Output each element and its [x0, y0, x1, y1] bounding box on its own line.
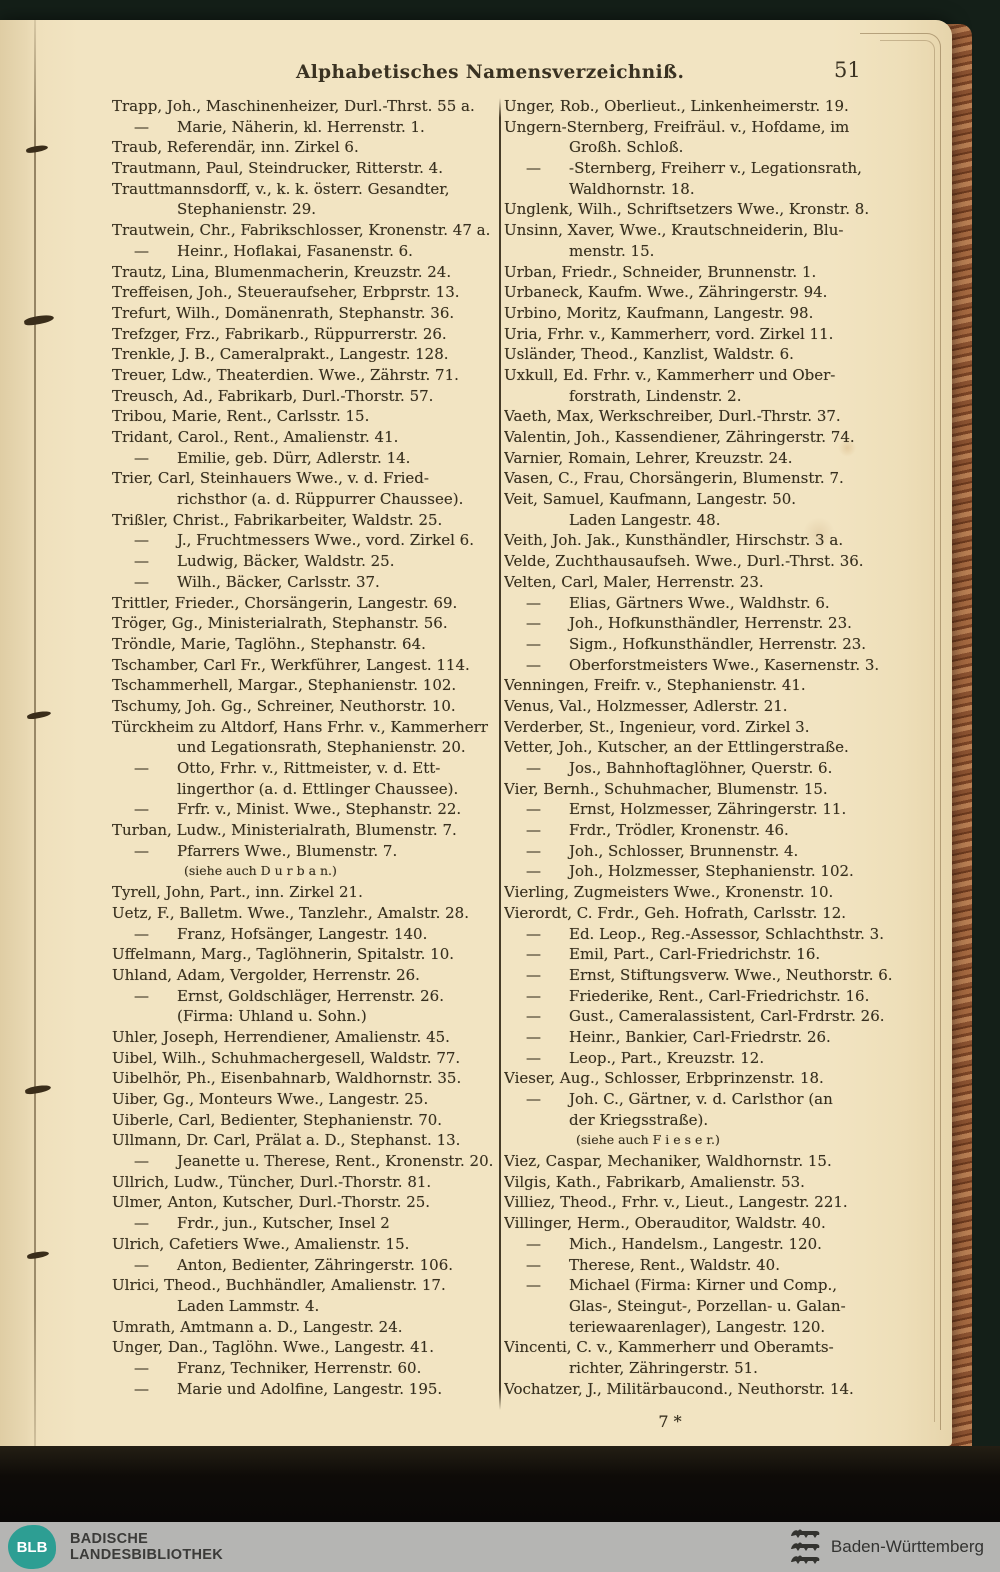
directory-line-text: Joh., Holzmesser, Stephanienstr. 102. [569, 862, 854, 881]
directory-line: Velde, Zuchthausaufseh. Wwe., Durl.-Thrst. 36. [504, 552, 864, 571]
directory-line: Vierling, Zugmeisters Wwe., Kronenstr. 10. [504, 883, 834, 902]
directory-line: Villiez, Theod., Frhr. v., Lieut., Langestr. 221. [504, 1193, 848, 1212]
directory-line-text: Heinr., Hoflakai, Fasanenstr. 6. [177, 241, 413, 260]
same-surname-dash: — [134, 448, 149, 467]
directory-line-text: Frdr., Trödler, Kronenstr. 46. [569, 821, 789, 840]
directory-line: menstr. 15. [569, 241, 655, 260]
column-divider-rule [499, 98, 501, 1410]
directory-line: Tschumy, Joh. Gg., Schreiner, Neuthorstr. 10. [112, 696, 456, 715]
directory-line [504, 841, 896, 862]
same-surname-dash: — [526, 159, 541, 178]
directory-line-text: Franz, Techniker, Herrenstr. 60. [177, 1358, 422, 1377]
directory-line: Tschamber, Carl Fr., Werkführer, Langest. 114. [112, 655, 470, 674]
same-surname-dash: — [134, 117, 149, 136]
same-surname-dash: — [134, 1214, 149, 1233]
directory-line-text: Ernst, Goldschläger, Herrenstr. 26. [177, 986, 444, 1005]
directory-line: Turban, Ludw., Ministerialrath, Blumenstr. 7. [112, 821, 457, 840]
footer-right-group [789, 1528, 1000, 1566]
directory-line: der Kriegsstraße). [569, 1110, 709, 1129]
directory-line-text: Emilie, geb. Dürr, Adlerstr. 14. [177, 448, 411, 467]
binding-stitch [25, 1084, 52, 1095]
directory-line [504, 924, 896, 945]
directory-line: Tyrell, John, Part., inn. Zirkel 21. [112, 883, 363, 902]
directory-line [112, 117, 496, 138]
directory-line: Unsinn, Xaver, Wwe., Krautschneiderin, Blu- [504, 221, 844, 240]
directory-line: Valentin, Joh., Kassendiener, Zähringerstr. 74. [504, 428, 855, 446]
directory-line-text: Ed. Leop., Reg.-Assessor, Schlachthstr. 3. [569, 924, 884, 943]
directory-line: Ullmann, Dr. Carl, Prälat a. D., Stephanst. 13. [112, 1131, 461, 1150]
directory-line [112, 530, 496, 551]
binding-stitch [27, 1250, 50, 1260]
directory-line: Veit, Samuel, Kaufmann, Langestr. 50. [504, 490, 797, 509]
directory-line: Tridant, Carol., Rent., Amalienstr. 41. [112, 428, 399, 446]
directory-line [112, 448, 496, 469]
directory-line: Velten, Carl, Maler, Herrenstr. 23. [504, 572, 764, 591]
directory-line: Uiberle, Carl, Bedienter, Stephanienstr. 70. [112, 1110, 443, 1129]
baden-wuerttemberg-lions-icon [789, 1528, 821, 1566]
same-surname-dash: — [526, 614, 541, 633]
directory-line: Treusch, Ad., Fabrikarb, Durl.-Thorstr. 57. [112, 386, 434, 405]
directory-line-text: Gust., Cameralassistent, Carl-Frdrstr. 26. [569, 1007, 885, 1026]
directory-line: Verderber, St., Ingenieur, vord. Zirkel 3. [504, 717, 810, 736]
directory-line [504, 1027, 896, 1048]
directory-line-text: Friederike, Rent., Carl-Friedrichstr. 16. [569, 986, 870, 1005]
directory-line: Usländer, Theod., Kanzlist, Waldstr. 6. [504, 345, 794, 364]
directory-line [504, 861, 896, 882]
directory-line [112, 1255, 496, 1276]
directory-line: Trißler, Christ., Fabrikarbeiter, Waldstr. 25. [112, 510, 443, 529]
directory-line: Tröndle, Marie, Taglöhn., Stephanstr. 64. [112, 634, 426, 653]
directory-line: (siehe auch F i e s e r.) [576, 1132, 720, 1148]
directory-line: Trauttmannsdorff, v., k. k. österr. Gesandter, [112, 179, 450, 198]
directory-line: Tribou, Marie, Rent., Carlsstr. 15. [112, 407, 370, 426]
directory-line-text: Mich., Handelsm., Langestr. 120. [569, 1234, 822, 1253]
same-surname-dash: — [526, 800, 541, 819]
directory-line: Venus, Val., Holzmesser, Adlerstr. 21. [504, 696, 788, 715]
directory-line: Urbino, Moritz, Kaufmann, Langestr. 98. [504, 303, 814, 322]
same-surname-dash: — [134, 1358, 149, 1377]
footer-left-group [0, 1525, 223, 1569]
directory-line: Unger, Rob., Oberlieut., Linkenheimerstr. 19. [504, 97, 849, 115]
directory-line-text: Elias, Gärtners Wwe., Waldhstr. 6. [569, 593, 830, 612]
directory-line-text: Ernst, Stiftungsverw. Wwe., Neuthorstr. 6. [569, 965, 893, 984]
same-surname-dash: — [134, 1379, 149, 1398]
directory-line: Glas-, Steingut-, Porzellan- u. Galan- [569, 1296, 846, 1315]
directory-line [504, 758, 896, 779]
directory-line: Uhler, Joseph, Herrendiener, Amalienstr. 45. [112, 1027, 450, 1046]
directory-line: teriewaarenlager), Langestr. 120. [569, 1317, 826, 1336]
same-surname-dash: — [526, 759, 541, 777]
directory-line: Trapp, Joh., Maschinenheizer, Durl.-Thrst. 55 a. [112, 97, 475, 115]
directory-line-text: Jeanette u. Therese, Rent., Kronenstr. 20. [177, 1152, 494, 1171]
same-surname-dash: — [134, 1255, 149, 1274]
directory-line: Vieser, Aug., Schlosser, Erbprinzenstr. 18. [504, 1069, 824, 1088]
directory-line-text: Therese, Rent., Waldstr. 40. [569, 1255, 780, 1274]
directory-line: Vetter, Joh., Kutscher, an der Ettlingerstraße. [504, 738, 849, 757]
directory-line [112, 758, 496, 779]
directory-line: Vierordt, C. Frdr., Geh. Hofrath, Carlsstr. 12. [504, 903, 847, 922]
directory-line: Traub, Referendär, inn. Zirkel 6. [112, 138, 359, 157]
directory-line: Unger, Dan., Taglöhn. Wwe., Langestr. 41. [112, 1338, 434, 1357]
directory-line-text: -Sternberg, Freiherr v., Legationsrath, [569, 159, 862, 178]
directory-line [112, 924, 496, 945]
directory-line: Uxkull, Ed. Frhr. v., Kammerherr und Ober- [504, 365, 836, 384]
directory-line: Stephanienstr. 29. [177, 200, 317, 219]
signature-mark: 7 * [658, 1412, 682, 1432]
directory-line-text: J., Fruchtmessers Wwe., vord. Zirkel 6. [177, 531, 474, 550]
same-surname-dash: — [134, 552, 149, 571]
same-surname-dash: — [134, 924, 149, 943]
directory-line [504, 1275, 896, 1296]
directory-line: Urbaneck, Kaufm. Wwe., Zähringerstr. 94. [504, 283, 828, 302]
directory-line: Varnier, Romain, Lehrer, Kreuzstr. 24. [504, 448, 793, 467]
directory-columns [112, 96, 896, 1433]
directory-line: (siehe auch D u r b a n.) [184, 863, 337, 879]
directory-line: Uria, Frhr. v., Kammerherr, vord. Zirkel 11. [504, 324, 834, 343]
blb-logo-text: BLB [16, 1538, 48, 1556]
directory-line: Unglenk, Wilh., Schriftsetzers Wwe., Kronstr. 8. [504, 200, 870, 219]
directory-line [112, 1379, 496, 1400]
library-footer-bar [0, 1522, 1000, 1572]
directory-line-text: Ludwig, Bäcker, Waldstr. 25. [177, 552, 395, 571]
same-surname-dash: — [526, 634, 541, 653]
directory-line: Laden Lammstr. 4. [177, 1296, 320, 1315]
same-surname-dash: — [526, 821, 541, 840]
directory-line: Villinger, Herm., Oberauditor, Waldstr. 40. [504, 1214, 826, 1233]
directory-line: Vochatzer, J., Militärbaucond., Neuthorstr. 14. [504, 1379, 854, 1398]
directory-line: Vier, Bernh., Schuhmacher, Blumenstr. 15. [504, 779, 828, 798]
directory-line: Treuer, Ldw., Theaterdien. Wwe., Zährstr. 71. [112, 365, 459, 384]
directory-line [504, 986, 896, 1007]
directory-line [112, 986, 496, 1007]
library-name [70, 1531, 223, 1564]
same-surname-dash: — [526, 862, 541, 881]
directory-line-text: Otto, Frhr. v., Rittmeister, v. d. Ett- [177, 759, 441, 777]
directory-line-text: Joh., Schlosser, Brunnenstr. 4. [569, 841, 799, 860]
directory-line [112, 1151, 496, 1172]
directory-line: Türckheim zu Altdorf, Hans Frhr. v., Kammerherr [112, 717, 488, 736]
directory-line [504, 799, 896, 820]
directory-line: Ulrich, Cafetiers Wwe., Amalienstr. 15. [112, 1234, 410, 1253]
directory-line: richter, Zähringerstr. 51. [569, 1358, 758, 1377]
same-surname-dash: — [526, 593, 541, 612]
directory-line [112, 1213, 496, 1234]
directory-line [504, 655, 896, 676]
directory-line-text: Wilh., Bäcker, Carlsstr. 37. [177, 572, 380, 591]
directory-line: Trefurt, Wilh., Domänenrath, Stephanstr. 36. [112, 303, 455, 322]
directory-line-text: Marie und Adolfine, Langestr. 195. [177, 1379, 443, 1398]
state-name: Baden-Württemberg [830, 1537, 984, 1556]
directory-line [504, 613, 896, 634]
same-surname-dash: — [526, 1276, 541, 1295]
directory-line [112, 1358, 496, 1379]
page-header-title: Alphabetisches Namensverzeichniß. [296, 62, 685, 83]
same-surname-dash: — [526, 1027, 541, 1046]
directory-line [504, 1255, 896, 1276]
page-gutter-fold [34, 20, 36, 1446]
directory-line: Ulrici, Theod., Buchhändler, Amalienstr. 17. [112, 1276, 446, 1295]
directory-line: Trautwein, Chr., Fabrikschlosser, Kronenstr. 47 a. [112, 221, 491, 240]
same-surname-dash: — [134, 800, 149, 819]
same-surname-dash: — [134, 759, 149, 777]
directory-line [504, 1234, 896, 1255]
directory-line: Trier, Carl, Steinhauers Wwe., v. d. Fried- [112, 469, 429, 488]
directory-line: forstrath, Lindenstr. 2. [569, 386, 742, 405]
page-number: 51 [834, 58, 861, 82]
directory-line: richsthor (a. d. Rüppurrer Chaussee). [177, 490, 464, 509]
directory-line: lingerthor (a. d. Ettlinger Chaussee). [177, 779, 459, 798]
directory-line-text: Sigm., Hofkunsthändler, Herrenstr. 23. [569, 634, 867, 653]
directory-line: Tröger, Gg., Ministerialrath, Stephanstr. 56. [112, 614, 448, 633]
directory-line: Venningen, Freifr. v., Stephanienstr. 41. [504, 676, 806, 695]
directory-line [504, 593, 896, 614]
directory-line: Ulmer, Anton, Kutscher, Durl.-Thorstr. 25. [112, 1193, 431, 1212]
same-surname-dash: — [526, 924, 541, 943]
same-surname-dash: — [134, 572, 149, 591]
directory-line: Uetz, F., Balletm. Wwe., Tanzlehr., Amalstr. 28. [112, 903, 469, 922]
directory-line: Uibel, Wilh., Schuhmachergesell, Waldstr. 77. [112, 1048, 461, 1067]
same-surname-dash: — [134, 241, 149, 260]
directory-line-text: Oberforstmeisters Wwe., Kasernenstr. 3. [569, 655, 880, 674]
directory-line: Veith, Joh. Jak., Kunsthändler, Hirschstr. 3 a. [504, 531, 844, 550]
directory-line: Umrath, Amtmann a. D., Langestr. 24. [112, 1317, 403, 1336]
directory-line-text: Franz, Hofsänger, Langestr. 140. [177, 924, 428, 943]
directory-line: Tschammerhell, Margar., Stephanienstr. 102. [112, 676, 457, 695]
directory-line-text: Marie, Näherin, kl. Herrenstr. 1. [177, 117, 425, 136]
directory-line [504, 820, 896, 841]
library-name-line1: BADISCHE [70, 1530, 149, 1547]
same-surname-dash: — [526, 1048, 541, 1067]
directory-line-text: Joh. C., Gärtner, v. d. Carlsthor (an [569, 1090, 833, 1108]
same-surname-dash: — [526, 841, 541, 860]
directory-line-text: Michael (Firma: Kirner und Comp., [569, 1276, 838, 1295]
directory-line: Uibelhör, Ph., Eisenbahnarb, Waldhornstr. 35. [112, 1069, 462, 1088]
same-surname-dash: — [134, 986, 149, 1005]
directory-line [112, 572, 496, 593]
same-surname-dash: — [526, 945, 541, 964]
binding-stitch [27, 710, 52, 720]
directory-line [504, 944, 896, 965]
directory-line: Vincenti, C. v., Kammerherr und Oberamts- [504, 1338, 834, 1357]
directory-column-right [504, 96, 896, 1433]
directory-line: Waldhornstr. 18. [569, 179, 695, 198]
directory-line: Uiber, Gg., Monteurs Wwe., Langestr. 25. [112, 1090, 429, 1108]
directory-line-text: Emil, Part., Carl-Friedrichstr. 16. [569, 945, 821, 964]
book-bottom-shadow [0, 1446, 1000, 1522]
directory-line [112, 551, 496, 572]
directory-line: Uffelmann, Marg., Taglöhnerin, Spitalstr. 10. [112, 945, 455, 964]
same-surname-dash: — [134, 1152, 149, 1171]
directory-line-text: Leop., Part., Kreuzstr. 12. [569, 1048, 765, 1067]
directory-line: Trenkle, J. B., Cameralprakt., Langestr. 128. [112, 345, 449, 364]
directory-line [504, 1089, 896, 1110]
directory-line-text: Frfr. v., Minist. Wwe., Stephanstr. 22. [177, 800, 462, 819]
book-page [0, 20, 952, 1446]
directory-line: Urban, Friedr., Schneider, Brunnenstr. 1. [504, 262, 817, 281]
directory-line-text: Joh., Hofkunsthändler, Herrenstr. 23. [569, 614, 852, 633]
same-surname-dash: — [134, 531, 149, 550]
directory-line: Trittler, Frieder., Chorsängerin, Langestr. 69. [112, 593, 458, 612]
same-surname-dash: — [526, 1090, 541, 1108]
directory-line: Uhland, Adam, Vergolder, Herrenstr. 26. [112, 965, 420, 984]
directory-line [504, 634, 896, 655]
directory-line [112, 841, 496, 862]
directory-line: Trautz, Lina, Blumenmacherin, Kreuzstr. 24. [112, 262, 452, 281]
directory-line-text: Ernst, Holzmesser, Zähringerstr. 11. [569, 800, 847, 819]
same-surname-dash: — [526, 1007, 541, 1026]
directory-line: Ungern-Sternberg, Freifräul. v., Hofdame, im [504, 117, 850, 136]
same-surname-dash: — [526, 965, 541, 984]
directory-line: Großh. Schloß. [569, 138, 684, 157]
binding-stitch [26, 144, 49, 154]
same-surname-dash: — [526, 1234, 541, 1253]
directory-line-text: Pfarrers Wwe., Blumenstr. 7. [177, 841, 398, 860]
directory-line: und Legationsrath, Stephanienstr. 20. [177, 738, 466, 757]
directory-line: Treffeisen, Joh., Steueraufseher, Erbprstr. 13. [112, 283, 460, 302]
library-name-line2: LANDESBIBLIOTHEK [70, 1547, 224, 1563]
directory-column-left [112, 96, 496, 1433]
directory-line: Vasen, C., Frau, Chorsängerin, Blumenstr. 7. [504, 469, 844, 488]
blb-logo [8, 1525, 56, 1569]
directory-line [504, 158, 896, 179]
directory-line: Trautmann, Paul, Steindrucker, Ritterstr. 4. [112, 159, 443, 178]
directory-line-text: Heinr., Bankier, Carl-Friedrstr. 26. [569, 1027, 831, 1046]
same-surname-dash: — [526, 655, 541, 674]
directory-line-text: Frdr., jun., Kutscher, Insel 2 [177, 1214, 390, 1233]
directory-line: Ullrich, Ludw., Tüncher, Durl.-Thorstr. 81. [112, 1172, 432, 1191]
directory-line: Trefzger, Frz., Fabrikarb., Rüppurrerstr. 26. [112, 324, 447, 343]
directory-line [112, 799, 496, 820]
directory-line [112, 241, 496, 262]
directory-line-text: Anton, Bedienter, Zähringerstr. 106. [177, 1255, 454, 1274]
binding-stitch [24, 313, 55, 326]
directory-line-text: Jos., Bahnhoftaglöhner, Querstr. 6. [569, 759, 833, 777]
directory-line [504, 1048, 896, 1069]
directory-line [504, 1006, 896, 1027]
same-surname-dash: — [134, 841, 149, 860]
directory-line [504, 965, 896, 986]
directory-line: Vilgis, Kath., Fabrikarb, Amalienstr. 53. [504, 1172, 805, 1191]
directory-line: Vaeth, Max, Werkschreiber, Durl.-Thrstr. 37. [504, 407, 841, 426]
same-surname-dash: — [526, 1255, 541, 1274]
same-surname-dash: — [526, 986, 541, 1005]
directory-line: Laden Langestr. 48. [569, 510, 721, 529]
directory-line: Viez, Caspar, Mechaniker, Waldhornstr. 15. [504, 1152, 832, 1171]
directory-line: (Firma: Uhland u. Sohn.) [177, 1007, 367, 1026]
